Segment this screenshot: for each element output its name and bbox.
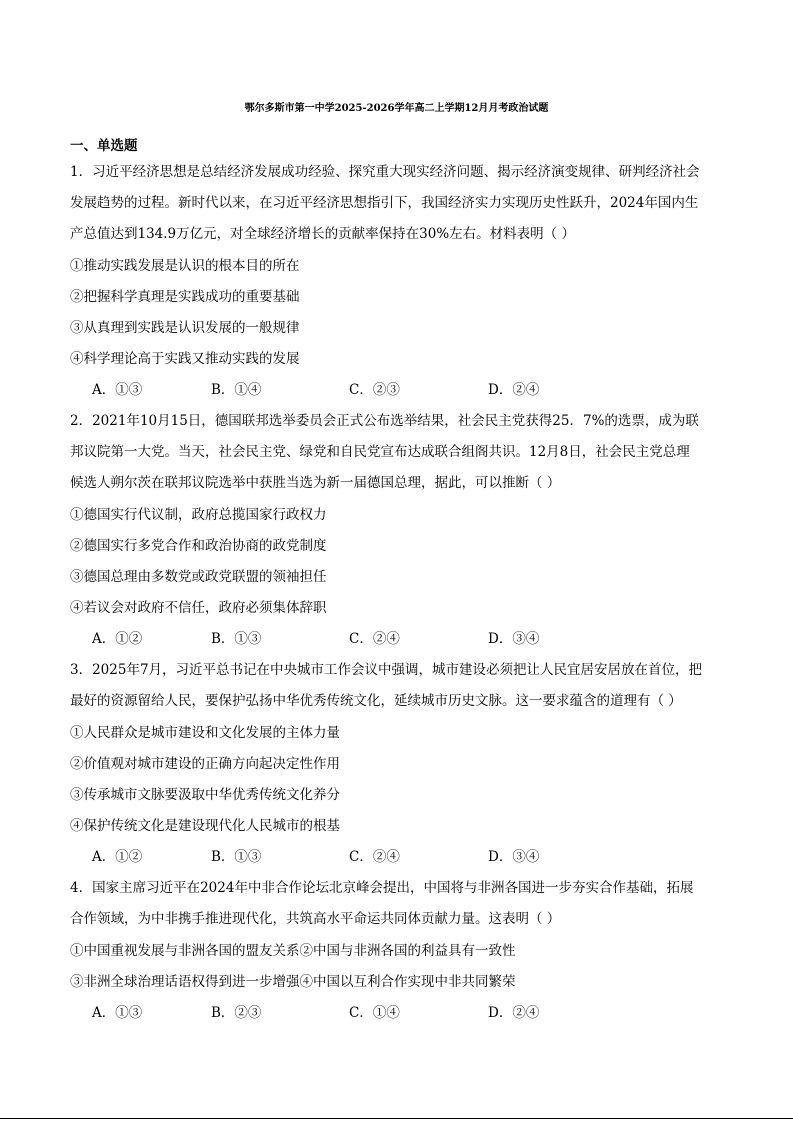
q4-stem-line-2: 合作领域，为中非携手推进现代化，共筑高水平命运共同体贡献力量。这表明（ ） [70,911,561,927]
q4-statement-1-2: ①中国重视发展与非洲各国的盟友关系②中国与非洲各国的利益具有一致性 [70,943,516,959]
q3-option-d[interactable]: D．③④ [488,849,540,865]
q1-stem-line-3: 产总值达到134.9万亿元，对全球经济增长的贡献率保持在30%左右。材料表明（ ） [70,226,575,242]
q4-stem-line-1: 4．国家主席习近平在2024年中非合作论坛北京峰会提出，中国将与非洲各国进一步夯实合作基础，拓展 [70,880,694,896]
q1-option-c[interactable]: C．②③ [349,382,400,398]
q1-statement-1: ①推动实践发展是认识的根本目的所在 [70,258,300,274]
q4-option-a[interactable]: A．①③ [92,1005,143,1021]
q3-option-a[interactable]: A．①② [92,849,143,865]
q2-stem-line-3: 候选人朔尔茨在联邦议院选举中获胜当选为新一届德国总理，据此，可以推断（ ） [70,475,561,491]
q3-option-c[interactable]: C．②④ [349,849,400,865]
q1-option-d[interactable]: D．②④ [488,382,540,398]
q1-stem-line-2: 发展趋势的过程。新时代以来，在习近平经济思想指引下，我国经济实力实现历史性跃升，2024年国内生 [70,195,699,211]
q2-statement-2: ②德国实行多党合作和政治协商的政党制度 [70,538,327,554]
page-title: 鄂尔多斯市第一中学2025-2026学年高二上学期12月月考政治试题 [244,103,549,114]
q2-option-a[interactable]: A．①② [92,631,143,647]
q4-option-d[interactable]: D．②④ [488,1005,540,1021]
q2-option-b[interactable]: B．①③ [211,631,262,647]
q4-option-c[interactable]: C．①④ [349,1005,400,1021]
q1-statement-4: ④科学理论高于实践又推动实践的发展 [70,351,300,367]
q3-statement-2: ②价值观对城市建设的正确方向起决定性作用 [70,756,340,772]
q4-statement-3-4: ③非洲全球治理话语权得到进一步增强④中国以互利合作实现中非共同繁荣 [70,974,516,990]
page-bottom-rule [0,1118,793,1119]
q3-statement-4: ④保护传统文化是建设现代化人民城市的根基 [70,818,340,834]
q1-statement-3: ③从真理到实践是认识发展的一般规律 [70,320,300,336]
q3-stem-line-2: 最好的资源留给人民，要保护弘扬中华优秀传统文化，延续城市历史文脉。这一要求蕴含的道理有（ ） [70,693,682,709]
q2-stem-line-1: 2．2021年10月15日，德国联邦选举委员会正式公布选举结果，社会民主党获得25．7%的选票，成为联 [70,413,699,429]
q1-statement-2: ②把握科学真理是实践成功的重要基础 [70,289,300,305]
q2-option-c[interactable]: C．②④ [349,631,400,647]
q3-statement-1: ①人民群众是城市建设和文化发展的主体力量 [70,725,340,741]
q3-stem-line-1: 3．2025年7月，习近平总书记在中央城市工作会议中强调，城市建设必须把让人民宜居安居放在首位，把 [70,662,703,678]
q1-stem-line-1: 1．习近平经济思想是总结经济发展成功经验、探究重大现实经济问题、揭示经济演变规律、研判经济社会 [70,164,700,180]
q1-option-b[interactable]: B．①④ [211,382,262,398]
q2-option-d[interactable]: D．③④ [488,631,540,647]
q2-statement-1: ①德国实行代议制，政府总揽国家行政权力 [70,507,327,523]
q3-option-b[interactable]: B．①③ [211,849,262,865]
q3-statement-3: ③传承城市文脉要汲取中华优秀传统文化养分 [70,787,340,803]
q2-statement-4: ④若议会对政府不信任，政府必须集体辞职 [70,600,327,616]
q4-option-b[interactable]: B．②③ [211,1005,262,1021]
q1-option-a[interactable]: A．①③ [92,382,143,398]
section-heading: 一、单选题 [70,138,138,154]
q2-stem-line-2: 邦议院第一大党。当天，社会民主党、绿党和自民党宣布达成联合组阁共识。12月8日，社会民主党总理 [70,444,690,460]
q2-statement-3: ③德国总理由多数党或政党联盟的领袖担任 [70,569,327,585]
